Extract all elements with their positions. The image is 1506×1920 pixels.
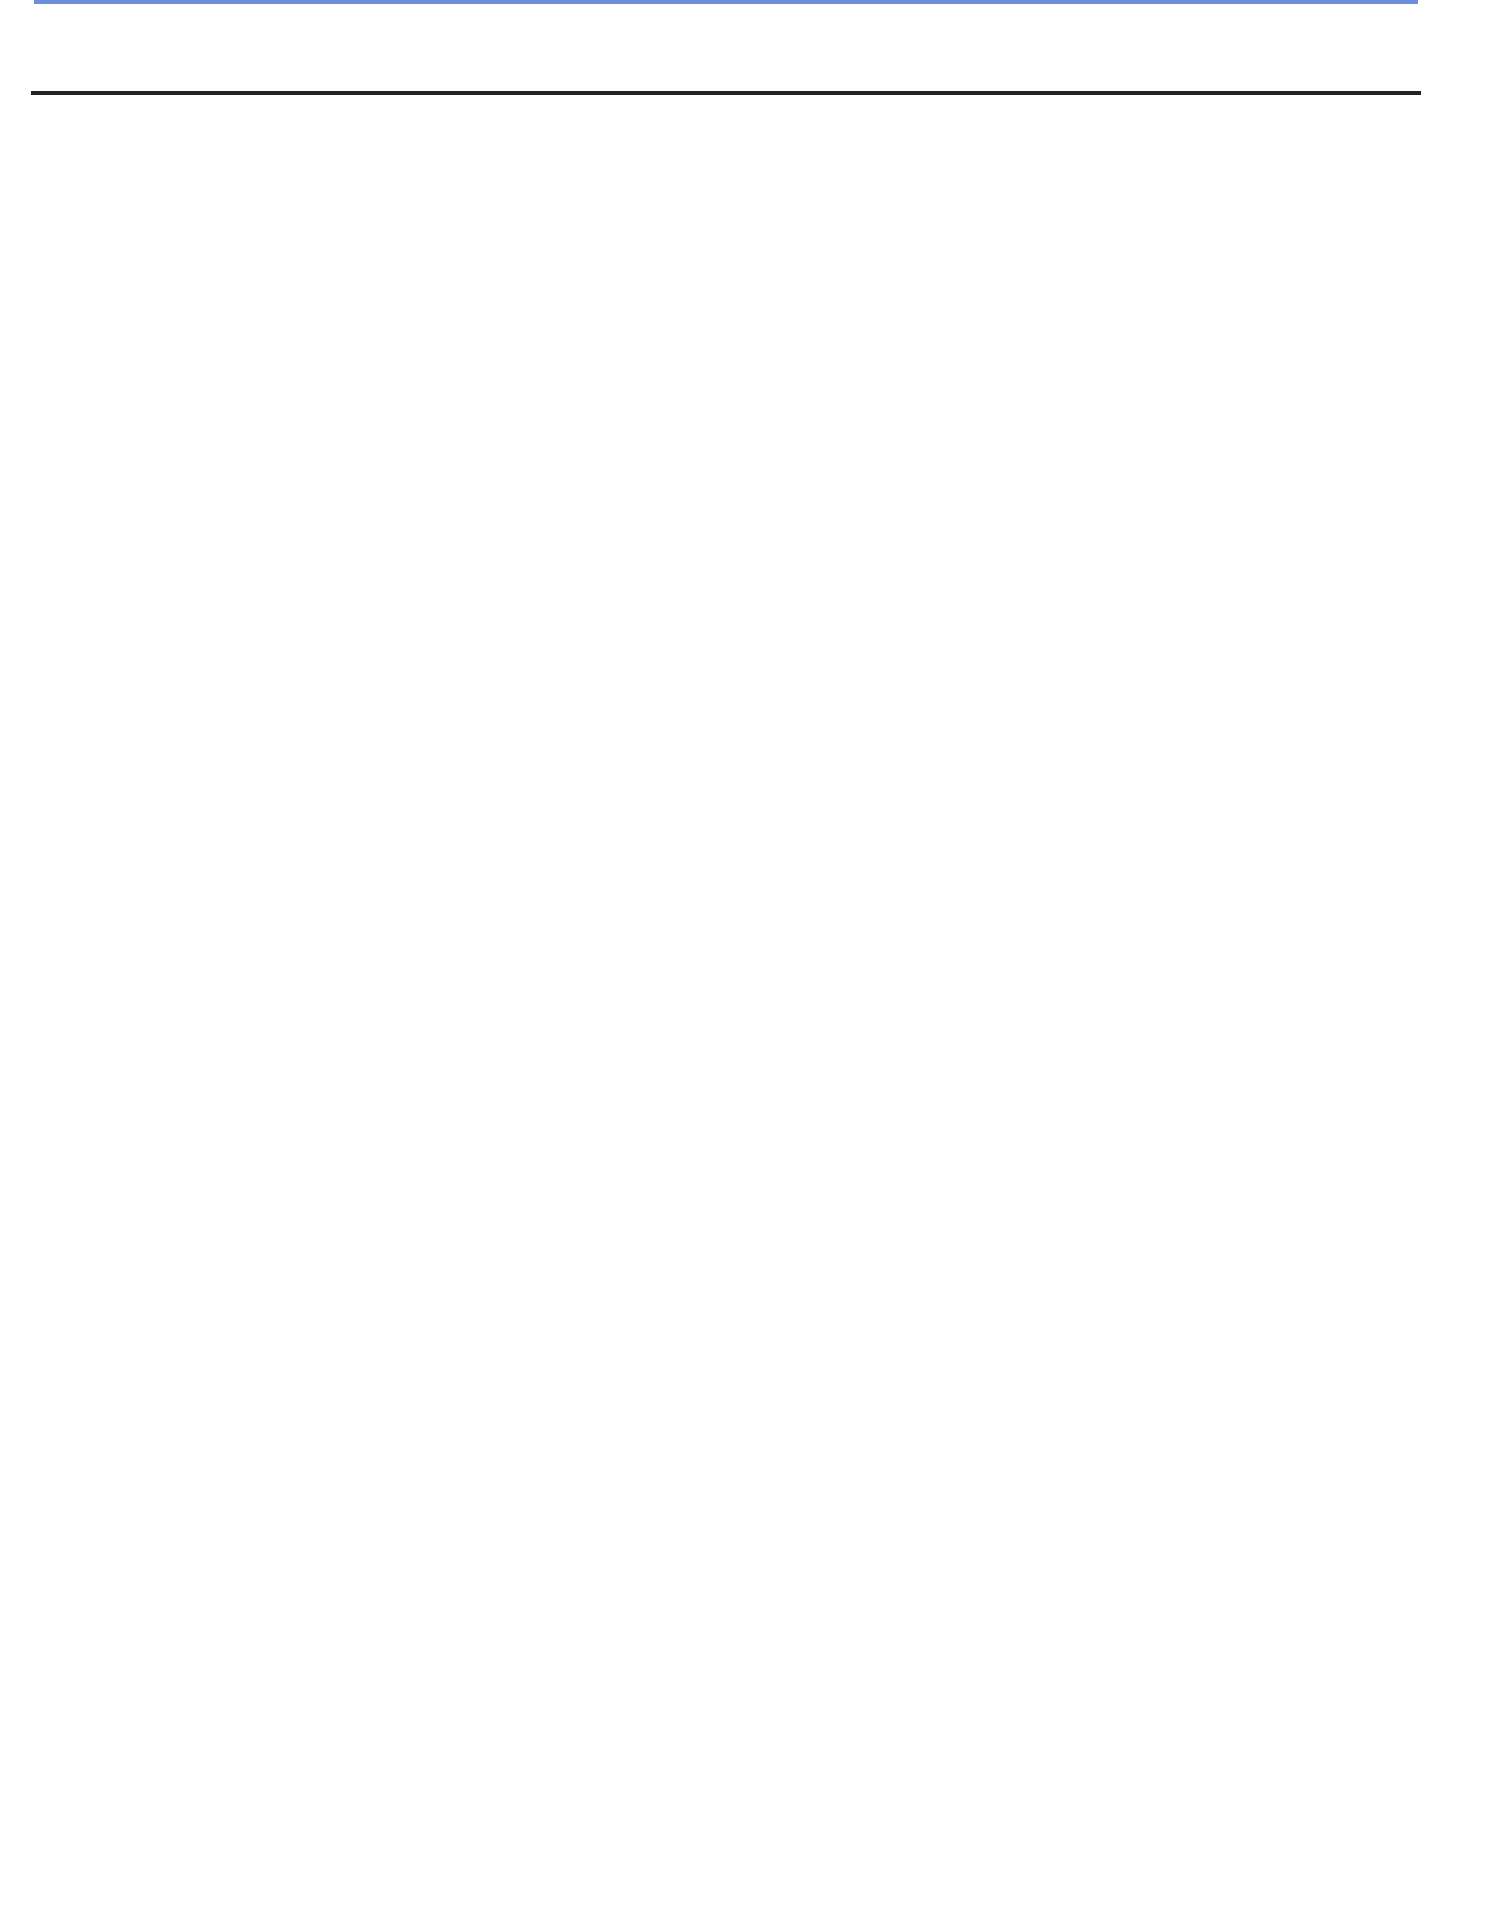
page-title [40,42,76,86]
monitor-event-group-outline [34,0,1418,4]
